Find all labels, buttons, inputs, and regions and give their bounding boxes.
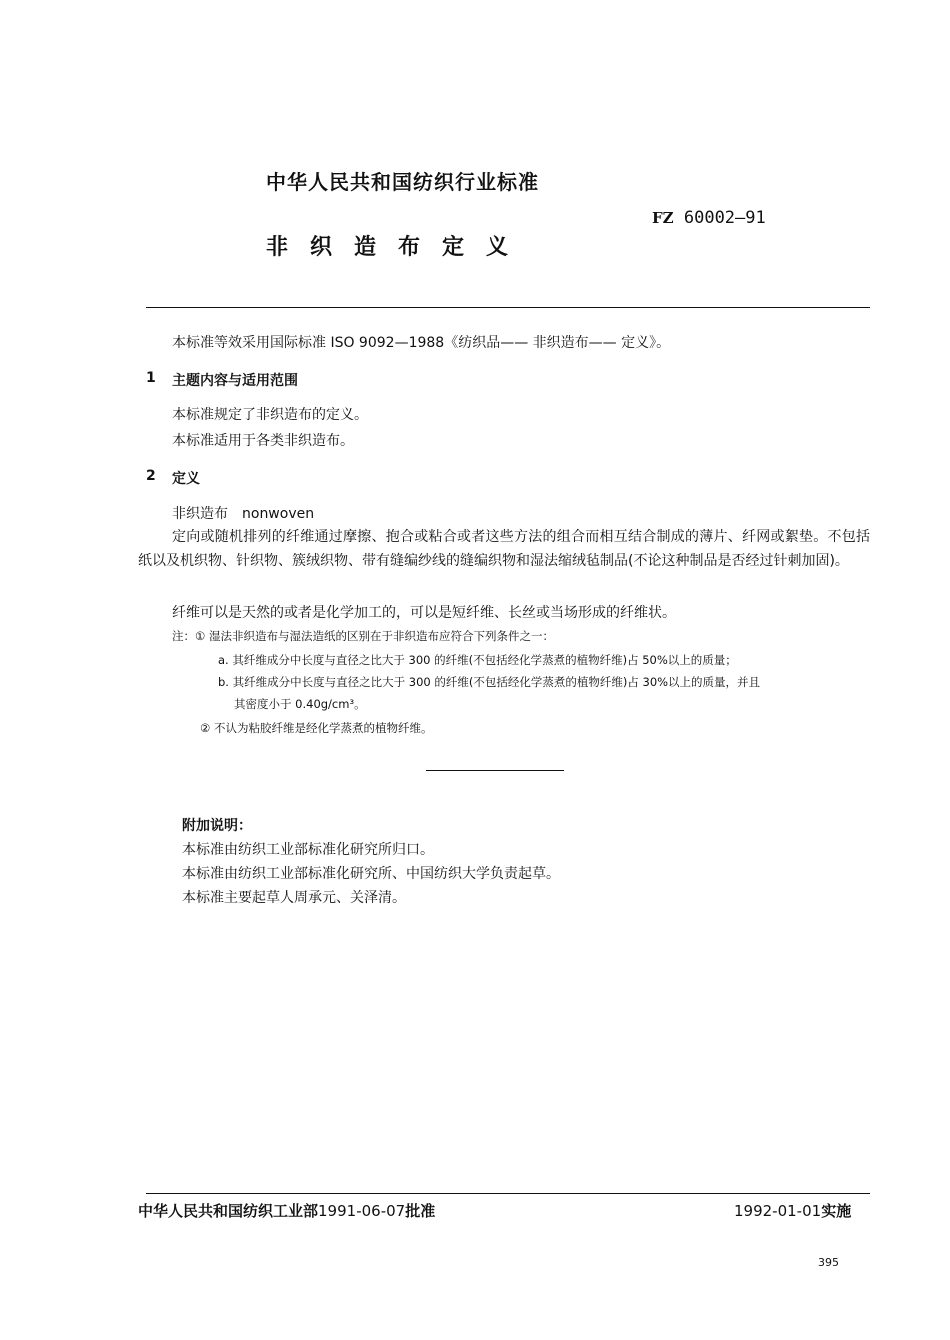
note-item-2: ② 不认为粘胶纤维是经化学蒸煮的植物纤维。: [200, 721, 433, 735]
additional-line-3: 本标准主要起草人周承元、关泽清。: [182, 890, 406, 906]
footer-divider: [146, 1193, 870, 1194]
section-1-line-1: 本标准规定了非织造布的定义。: [172, 407, 368, 423]
section-1-number: 1: [146, 370, 156, 386]
additional-line-2: 本标准由纺织工业部标准化研究所、中国纺织大学负责起草。: [182, 866, 560, 882]
document-title: 非织造布定义: [266, 235, 531, 260]
header-divider: [146, 307, 870, 308]
note-item-b: b. 其纤维成分中长度与直径之比大于 300 的纤维(不包括经化学蒸煮的植物纤维)占 30%以上的质量，并且: [218, 675, 761, 689]
effective-suffix: 实施: [821, 1202, 852, 1220]
note-item-b-continued: 其密度小于 0.40g/cm³。: [234, 697, 366, 711]
additional-line-1: 本标准由纺织工业部标准化研究所归口。: [182, 842, 434, 858]
section-2-title: 定义: [172, 471, 200, 487]
approval-statement: [138, 1200, 435, 1221]
section-2-number: 2: [146, 468, 156, 484]
section-1-title: 主题内容与适用范围: [172, 373, 298, 389]
effective-statement: [734, 1200, 851, 1221]
note-intro: 注：① 湿法非织造布与湿法造纸的区别在于非织造布应符合下列条件之一：: [172, 629, 554, 643]
intro-paragraph: 本标准等效采用国际标准 ISO 9092—1988《纺织品—— 非织造布—— 定义》。: [172, 335, 671, 351]
fiber-note-paragraph: 纤维可以是天然的或者是化学加工的，可以是短纤维、长丝或当场形成的纤维状。: [172, 605, 676, 621]
standard-code: [652, 208, 766, 228]
approval-suffix: 批准: [405, 1202, 436, 1220]
standard-org-title: 中华人民共和国纺织行业标准: [266, 170, 539, 194]
standard-code-number: 60002—91: [683, 208, 766, 228]
effective-date: 1992-01-01: [734, 1202, 822, 1220]
approval-org: 中华人民共和国纺织工业部: [138, 1202, 319, 1220]
additional-notes-title: 附加说明：: [182, 818, 252, 834]
approval-date: 1991-06-07: [318, 1202, 406, 1220]
section-1-line-2: 本标准适用于各类非织造布。: [172, 433, 354, 449]
end-of-text-divider: [426, 770, 564, 771]
definition-paragraph: 定向或随机排列的纤维通过摩擦、抱合或粘合或者这些方法的组合而相互结合制成的薄片、纤网或絮垫。不包括纸以及机织物、针织物、簇绒织物、带有缝编纱线的缝编织物和湿法缩绒毡制品(不论这种制品是否经过针刺加固)。: [138, 529, 870, 569]
standard-code-prefix: FZ: [652, 209, 674, 227]
note-item-a: a. 其纤维成分中长度与直径之比大于 300 的纤维(不包括经化学蒸煮的植物纤维)占 50%以上的质量；: [218, 653, 737, 667]
page-number: 395: [818, 1256, 839, 1269]
definition-term: 非织造布 nonwoven: [172, 506, 315, 522]
